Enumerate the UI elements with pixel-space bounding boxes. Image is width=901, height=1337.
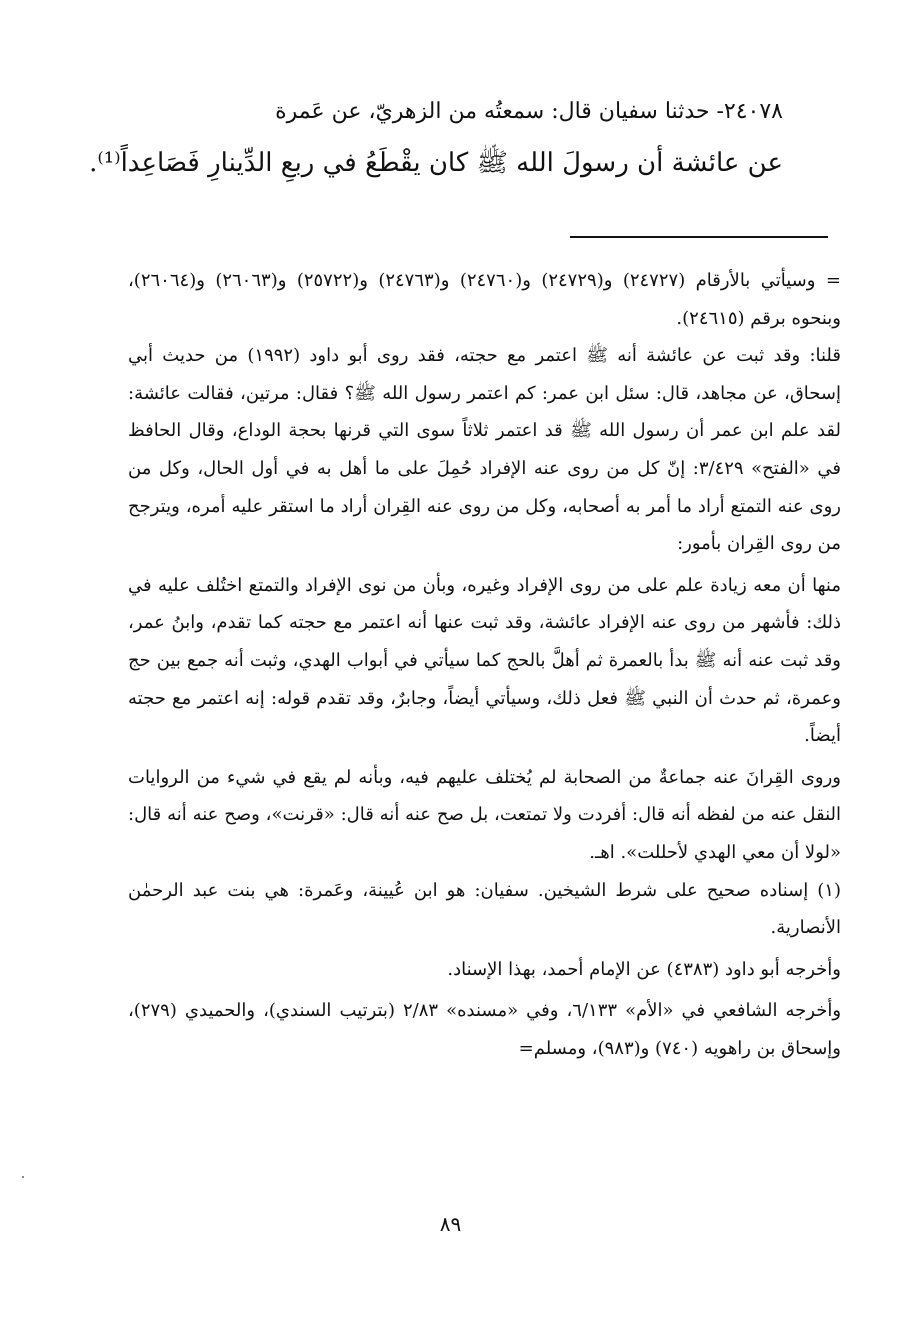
footnote-paragraph: وأخرجه الشافعي في «الأم» ٦/١٣٣، وفي «مسنده» ٢/٨٣ (بترتيب السندي)، والحميدي (٢٧٩)، وإسحاق بن راهويه (٧٤٠) و(٩٨٣)، ومسلم= <box>128 1000 842 1059</box>
hadith-line-1: ٢٤٠٧٨- حدثنا سفيان قال: سمعتُه من الزهريّ، عن عَمرة <box>275 99 783 124</box>
footnote-separator <box>570 236 828 238</box>
footnotes <box>128 262 841 1067</box>
footnote-paragraph: منها أن معه زيادة علم على من روى الإفراد وغيره، وبأن من نوى الإفراد والتمتع اختُلف عليه في ذلك: فأشهر من روى عنه الإفراد عائشة، وقد ثبت عنها أنه اعتمر مع حجته كما تقدم، وابنُ عمر، وقد ثبت عنه أنه ﷺ بدأ بالعمرة ثم أهلَّ بالحج كما سيأتي في أبواب الهدي، وثبت أنه جمع بين حج وعمرة، ثم حدث أن النبي ﷺ فعل ذلك، وسيأتي أيضاً، وجابرٌ، وقد تقدم قوله: إنه اعتمر مع حجته أيضاً. <box>128 574 841 747</box>
footnote-continuation: = وسيأتي بالأرقام (٢٤٧٢٧) و(٢٤٧٢٩) و(٢٤٧٦٠) و(٢٤٧٦٣) و(٢٥٧٢٢) و(٢٦٠٦٣) و(٢٦٠٦٤)، وبنحوه برقم (٢٤٦١٥). <box>128 270 841 329</box>
hadith-line-2: عن عائشة أن رسولَ الله ﷺ كان يقْطَعُ في ربعِ الدِّينارِ فَصَاعِداً⁽¹⁾. <box>89 148 783 178</box>
footnote-paragraph: وروى القِرانَ عنه جماعةٌ من الصحابة لم يُختلف عليهم فيه، وبأنه لم يقع في شيء من الروايات النقل عنه من لفظه أنه قال: أفردت ولا تمتعت، بل صح عنه أنه قال: «قرنت»، وصح عنه أنه قال: «لولا أن معي الهدي لأحللت». اهـ. <box>128 766 841 863</box>
page-number: ٨٩ <box>439 1212 462 1236</box>
hadith-text <box>89 92 783 188</box>
footnote-paragraph: قلنا: وقد ثبت عن عائشة أنه ﷺ اعتمر مع حجته، فقد روى أبو داود (١٩٩٢) من حديث أبي إسحاق، عن مجاهد، قال: سئل ابن عمر: كم اعتمر رسول الله ﷺ؟ فقال: مرتين، فقالت عائشة: لقد علم ابن عمر أن رسول الله ﷺ قد اعتمر ثلاثاً سوى التي قرنها بحجة الوداع، وقال الحافظ في «الفتح» ٣/٤٢٩: إنّ كل من روى عنه الإفراد حُمِلَ على ما أهل به في أول الحال، وكل من روى عنه التمتع أراد ما أمر به أصحابه، وكل من روى عنه القِران أراد ما استقر عليه أمره، ويترجح من روى القِران بأمور: <box>128 345 841 555</box>
footnote-paragraph: وأخرجه أبو داود (٤٣٨٣) عن الإمام أحمد، بهذا الإسناد. <box>447 958 841 980</box>
scan-mark <box>22 1176 24 1178</box>
footnote-1: (١) إسناده صحيح على شرط الشيخين. سفيان: هو ابن عُيينة، وعَمرة: هي بنت عبد الرحمٰن الأنصارية. <box>128 879 841 939</box>
